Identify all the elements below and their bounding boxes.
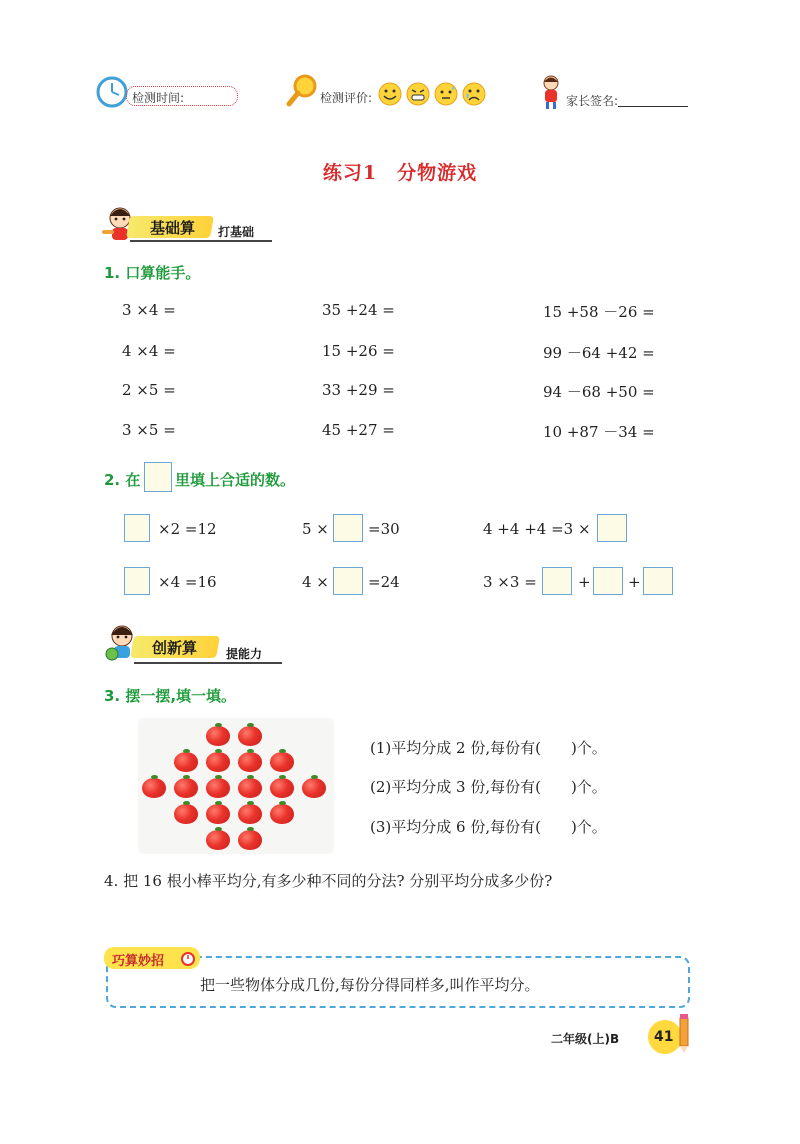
tomato xyxy=(238,804,262,824)
plus-sign: + xyxy=(578,573,591,591)
section-sub: 打基础 xyxy=(218,225,255,239)
tomato-arrangement xyxy=(138,718,334,854)
q1-expression: 3 ×4 = xyxy=(122,301,176,319)
section-banner-basic xyxy=(100,204,275,246)
q2-expression: 4 +4 +4 =3 × xyxy=(483,520,591,538)
q3-subquestion: (2)平均分成 3 份,每份有( )个。 xyxy=(370,778,607,796)
question-2-label-end: 里填上合适的数。 xyxy=(175,471,296,489)
sample-box xyxy=(144,462,172,492)
tomato xyxy=(206,752,230,772)
q2-expression: ×2 =12 xyxy=(158,520,217,538)
page-number: 41 xyxy=(654,1029,674,1045)
q1-expression: 33 +29 = xyxy=(322,381,395,399)
q2-expression: 5 × xyxy=(302,520,329,538)
q2-expression: =30 xyxy=(368,520,400,538)
section-tag: 创新算 xyxy=(152,639,198,657)
grin-face-icon xyxy=(406,82,430,106)
clock-icon xyxy=(96,76,128,108)
tip-label: 巧算妙招 xyxy=(112,954,165,969)
q1-expression: 45 +27 = xyxy=(322,421,395,439)
q2-expression: ×4 =16 xyxy=(158,573,217,591)
answer-box[interactable] xyxy=(597,514,627,542)
question-4-label: 4. 把 16 根小棒平均分,有多少种不同的分法? 分别平均分成多少份? xyxy=(104,872,553,890)
question-2-label-start: 2. 在 xyxy=(104,471,141,489)
time-label: 检测时间: xyxy=(132,91,185,105)
q1-expression: 94 －68 +50 = xyxy=(543,383,655,401)
happy-face-icon xyxy=(378,82,402,106)
tomato xyxy=(174,752,198,772)
pencil-icon xyxy=(676,1014,692,1054)
banner-underline xyxy=(134,662,282,664)
q1-expression: 10 +87 －34 = xyxy=(543,423,655,441)
tomato xyxy=(206,726,230,746)
alarm-clock-icon xyxy=(180,950,196,966)
tomato xyxy=(174,804,198,824)
banner-underline xyxy=(130,240,272,242)
section-banner-innovative xyxy=(100,622,285,666)
tomato xyxy=(302,778,326,798)
grade-label: 二年级(上)B xyxy=(551,1032,620,1046)
q3-subquestion: (1)平均分成 2 份,每份有( )个。 xyxy=(370,739,607,757)
tip-label-badge xyxy=(104,947,200,969)
tomato xyxy=(142,778,166,798)
signature-line[interactable] xyxy=(618,106,688,107)
q2-expression: 3 ×3 = xyxy=(483,573,537,591)
q2-expression: 4 × xyxy=(302,573,329,591)
tomato xyxy=(206,778,230,798)
q1-expression: 35 +24 = xyxy=(322,301,395,319)
answer-box[interactable] xyxy=(333,567,363,595)
answer-box[interactable] xyxy=(333,514,363,542)
tomato xyxy=(238,752,262,772)
tomato xyxy=(206,830,230,850)
plus-sign: + xyxy=(628,573,641,591)
sad-face-icon xyxy=(462,82,486,106)
sweat-face-icon xyxy=(434,82,458,106)
q1-expression: 2 ×5 = xyxy=(122,381,176,399)
answer-box[interactable] xyxy=(643,567,673,595)
q1-expression: 99 －64 +42 = xyxy=(543,344,655,362)
magnifier-icon xyxy=(286,74,318,108)
section-tag: 基础算 xyxy=(150,219,196,237)
tomato xyxy=(174,778,198,798)
tip-text: 把一些物体分成几份,每份分得同样多,叫作平均分。 xyxy=(200,976,540,994)
q1-expression: 3 ×5 = xyxy=(122,421,176,439)
answer-box[interactable] xyxy=(124,514,150,542)
question-1-label: 1. 口算能手。 xyxy=(104,264,201,282)
tomato xyxy=(270,778,294,798)
tomato xyxy=(238,726,262,746)
q2-expression: =24 xyxy=(368,573,400,591)
tomato xyxy=(270,752,294,772)
answer-box[interactable] xyxy=(542,567,572,595)
page-title: 练习1 分物游戏 xyxy=(322,162,478,184)
tomato xyxy=(238,778,262,798)
q1-expression: 4 ×4 = xyxy=(122,342,176,360)
q3-subquestion: (3)平均分成 6 份,每份有( )个。 xyxy=(370,818,607,836)
q1-expression: 15 +26 = xyxy=(322,342,395,360)
answer-box[interactable] xyxy=(593,567,623,595)
tomato xyxy=(206,804,230,824)
girl-icon xyxy=(540,74,562,110)
parent-label: 家长签名: xyxy=(566,94,619,108)
header-bar xyxy=(96,72,690,116)
q1-expression: 15 +58 －26 = xyxy=(543,303,655,321)
tomato xyxy=(270,804,294,824)
tomato xyxy=(238,830,262,850)
question-3-label: 3. 摆一摆,填一填。 xyxy=(104,687,237,705)
section-sub: 提能力 xyxy=(226,647,263,661)
eval-label: 检测评价: xyxy=(320,91,373,105)
answer-box[interactable] xyxy=(124,567,150,595)
